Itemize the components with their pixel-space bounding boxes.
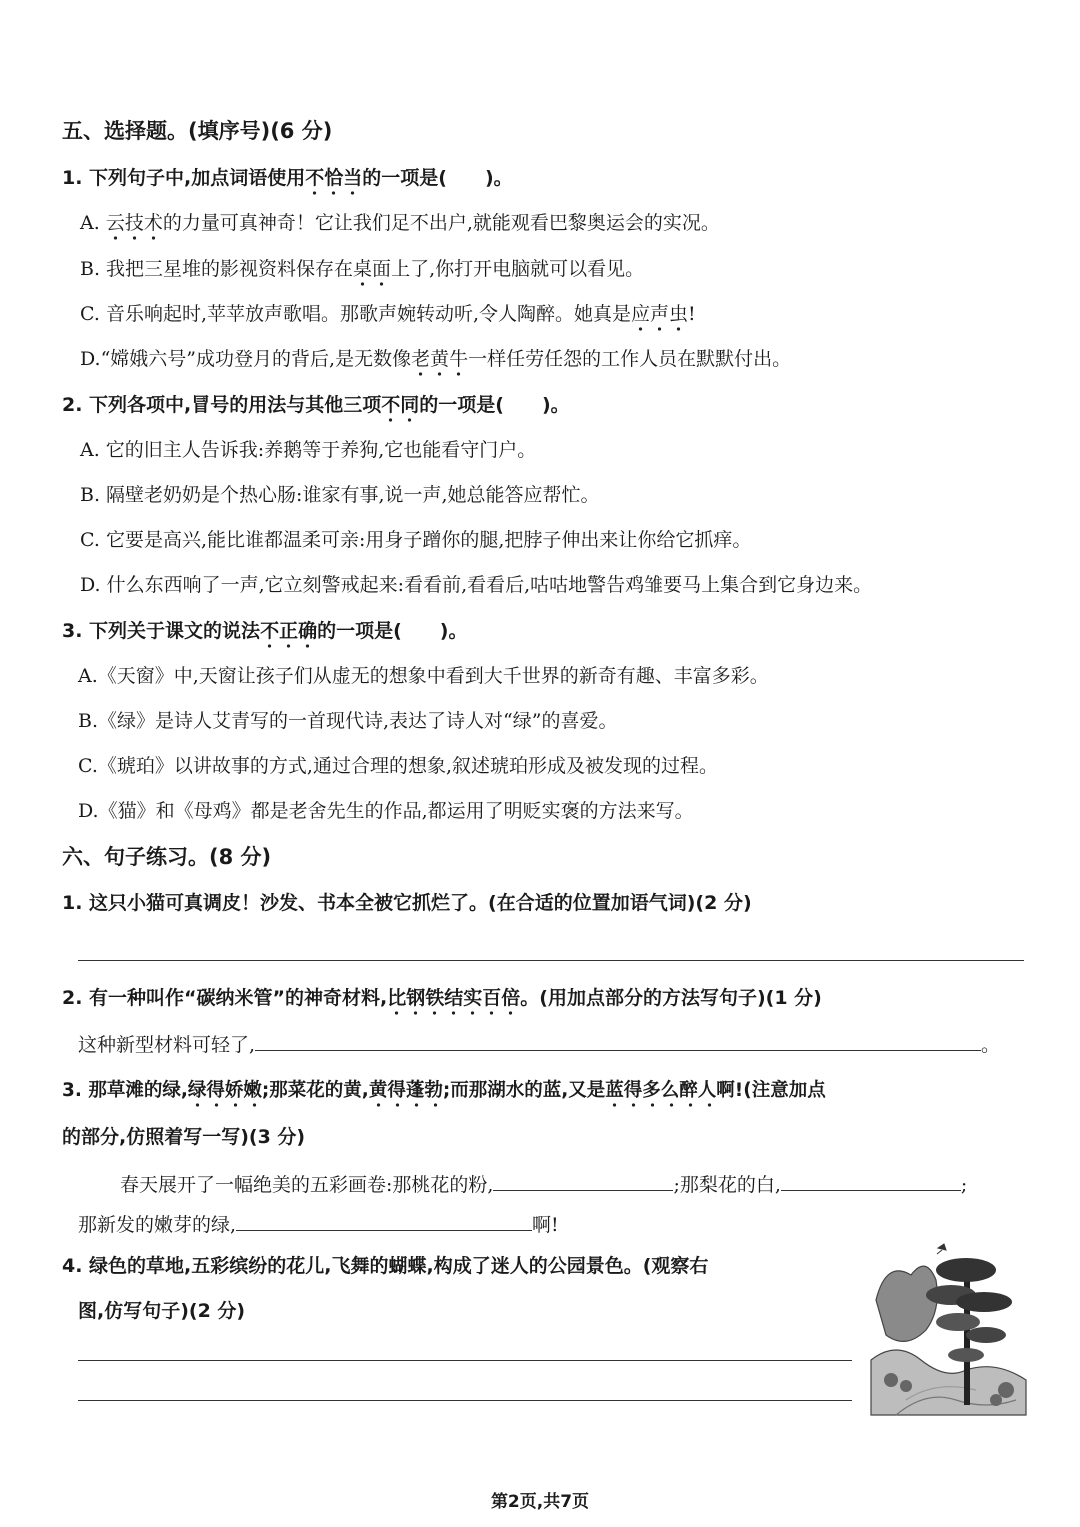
s6-q3-line1 xyxy=(62,1078,826,1104)
section-6-title: 六、句子练习。(8 分) xyxy=(62,845,272,869)
q1-option-a-pre: A. xyxy=(80,212,106,234)
s6-q3-blank-sprout[interactable] xyxy=(236,1210,532,1231)
q1-stem-a: 1. 下列句子中,加点词语使用 xyxy=(62,167,306,189)
q3-option-c: C.《琥珀》以讲故事的方式,通过合理的想象,叙述琥珀形成及被发现的过程。 xyxy=(78,755,718,777)
q1-option-c-pre: C. 音乐响起时,苹苹放声歌唱。那歌声婉转动听,令人陶醉。她真是 xyxy=(80,303,632,325)
q1-option-b-pre: B. 我把三星堆的影视资料保存在 xyxy=(80,258,354,280)
q3-option-a: A.《天窗》中,天窗让孩子们从虚无的想象中看到大千世界的新奇有趣、丰富多彩。 xyxy=(78,665,769,687)
s6-q3-line1-c: ;而那湖水的蓝,又是 xyxy=(442,1080,606,1101)
q1-stem xyxy=(62,165,513,191)
s6-q3-fill2-a: 那新发的嫩芽的绿, xyxy=(78,1214,237,1236)
section-5-title: 五、选择题。(填序号)(6 分) xyxy=(62,119,333,143)
s6-q3-fill1-b: ;那梨花的白, xyxy=(673,1174,781,1196)
q1-option-b-dotted: 桌面 xyxy=(353,258,391,287)
q2-option-a: A. 它的旧主人告诉我:养鹅等于养狗,它也能看守门户。 xyxy=(80,439,537,461)
s6-q2-stem-b: 。(用加点部分的方法写句子)(1 分) xyxy=(520,987,822,1009)
s6-q3-fill2-b: 啊! xyxy=(532,1214,559,1236)
q1-option-b-post: 上了,你打开电脑就可以看见。 xyxy=(391,258,645,280)
q2-option-d: D. 什么东西响了一声,它立刻警戒起来:看看前,看看后,咕咕地警告鸡雏要马上集合到它身边来。 xyxy=(80,574,873,596)
park-tree-illustration-icon xyxy=(866,1240,1034,1418)
q1-option-d-dotted: 老黄牛 xyxy=(411,348,468,377)
s6-q4-line1: 4. 绿色的草地,五彩缤纷的花儿,飞舞的蝴蝶,构成了迷人的公园景色。(观察右 xyxy=(62,1255,709,1277)
q2-stem-b: 的一项是( )。 xyxy=(419,394,570,416)
s6-q2-stem xyxy=(62,985,822,1011)
q2-stem-dotted: 不同 xyxy=(381,394,419,423)
s6-q4-answer-line-1[interactable] xyxy=(78,1360,852,1361)
s6-q2-stem-a: 2. 有一种叫作“碳纳米管”的神奇材料, xyxy=(62,987,388,1009)
s6-q2-answer xyxy=(78,1030,1000,1058)
s6-q3-fill1-c: ; xyxy=(960,1174,968,1196)
q3-stem xyxy=(62,618,467,644)
q3-stem-b: 的一项是( )。 xyxy=(317,620,468,642)
s6-q3-fill1-a: 春天展开了一幅绝美的五彩画卷:那桃花的粉, xyxy=(120,1174,494,1196)
q1-stem-b: 的一项是( )。 xyxy=(362,167,513,189)
q1-option-a-dotted: 云技术 xyxy=(106,212,163,241)
s6-q2-answer-blank[interactable] xyxy=(255,1030,981,1051)
s6-q1-stem: 1. 这只小猫可真调皮！沙发、书本全被它抓烂了。(在合适的位置加语气词)(2 分) xyxy=(62,892,752,914)
s6-q3-dotted-3: 蓝得多么醉人 xyxy=(605,1080,716,1108)
page-number-footer: 第2页,共7页 xyxy=(490,1492,590,1512)
s6-q3-dotted-1: 绿得娇嫩 xyxy=(188,1080,262,1108)
s6-q3-line2: 的部分,仿照着写一写)(3 分) xyxy=(62,1126,306,1148)
q2-option-b: B. 隔壁老奶奶是个热心肠:谁家有事,说一声,她总能答应帮忙。 xyxy=(80,484,600,506)
q1-option-d-post: 一样任劳任怨的工作人员在默默付出。 xyxy=(468,348,792,370)
q3-stem-dotted: 不正确 xyxy=(260,620,317,649)
q1-option-c xyxy=(80,301,696,327)
q1-option-d xyxy=(80,346,791,372)
q2-stem xyxy=(62,392,570,418)
q1-option-d-pre: D.“嫦娥六号”成功登月的背后,是无数像 xyxy=(80,348,412,370)
q1-option-a-post: 的力量可真神奇！它让我们足不出户,就能观看巴黎奥运会的实况。 xyxy=(162,212,720,234)
s6-q3-fill-line1 xyxy=(120,1170,967,1198)
q1-option-c-dotted: 应声虫 xyxy=(631,303,688,332)
q1-option-a xyxy=(80,210,720,236)
s6-q3-blank-peach[interactable] xyxy=(493,1170,673,1191)
s6-q2-answer-pre: 这种新型材料可轻了, xyxy=(78,1034,256,1056)
q1-option-c-post: ! xyxy=(688,303,696,325)
s6-q2-stem-dotted: 比钢铁结实百倍 xyxy=(387,987,520,1016)
q3-stem-a: 3. 下列关于课文的说法 xyxy=(62,620,261,642)
q1-option-b xyxy=(80,256,644,282)
s6-q1-answer-line[interactable] xyxy=(78,960,1024,961)
s6-q3-blank-pear[interactable] xyxy=(781,1170,961,1191)
q1-stem-dotted: 不恰当 xyxy=(305,167,362,196)
s6-q2-answer-post: 。 xyxy=(981,1034,1001,1056)
q2-option-c: C. 它要是高兴,能比谁都温柔可亲:用身子蹭你的腿,把脖子伸出来让你给它抓痒。 xyxy=(80,529,752,551)
s6-q4-line2: 图,仿写句子)(2 分) xyxy=(78,1300,246,1322)
s6-q3-fill-line2 xyxy=(78,1210,559,1238)
s6-q3-line1-a: 3. 那草滩的绿, xyxy=(62,1080,188,1101)
q2-stem-a: 2. 下列各项中,冒号的用法与其他三项 xyxy=(62,394,382,416)
s6-q3-line1-d: 啊!(注意加点 xyxy=(716,1080,826,1101)
s6-q3-dotted-2: 黄得蓬勃 xyxy=(369,1080,443,1108)
s6-q3-line1-b: ;那菜花的黄, xyxy=(261,1080,369,1101)
q3-option-b: B.《绿》是诗人艾青写的一首现代诗,表达了诗人对“绿”的喜爱。 xyxy=(78,710,618,732)
s6-q4-answer-line-2[interactable] xyxy=(78,1400,852,1401)
q3-option-d: D.《猫》和《母鸡》都是老舍先生的作品,都运用了明贬实褒的方法来写。 xyxy=(78,800,694,822)
